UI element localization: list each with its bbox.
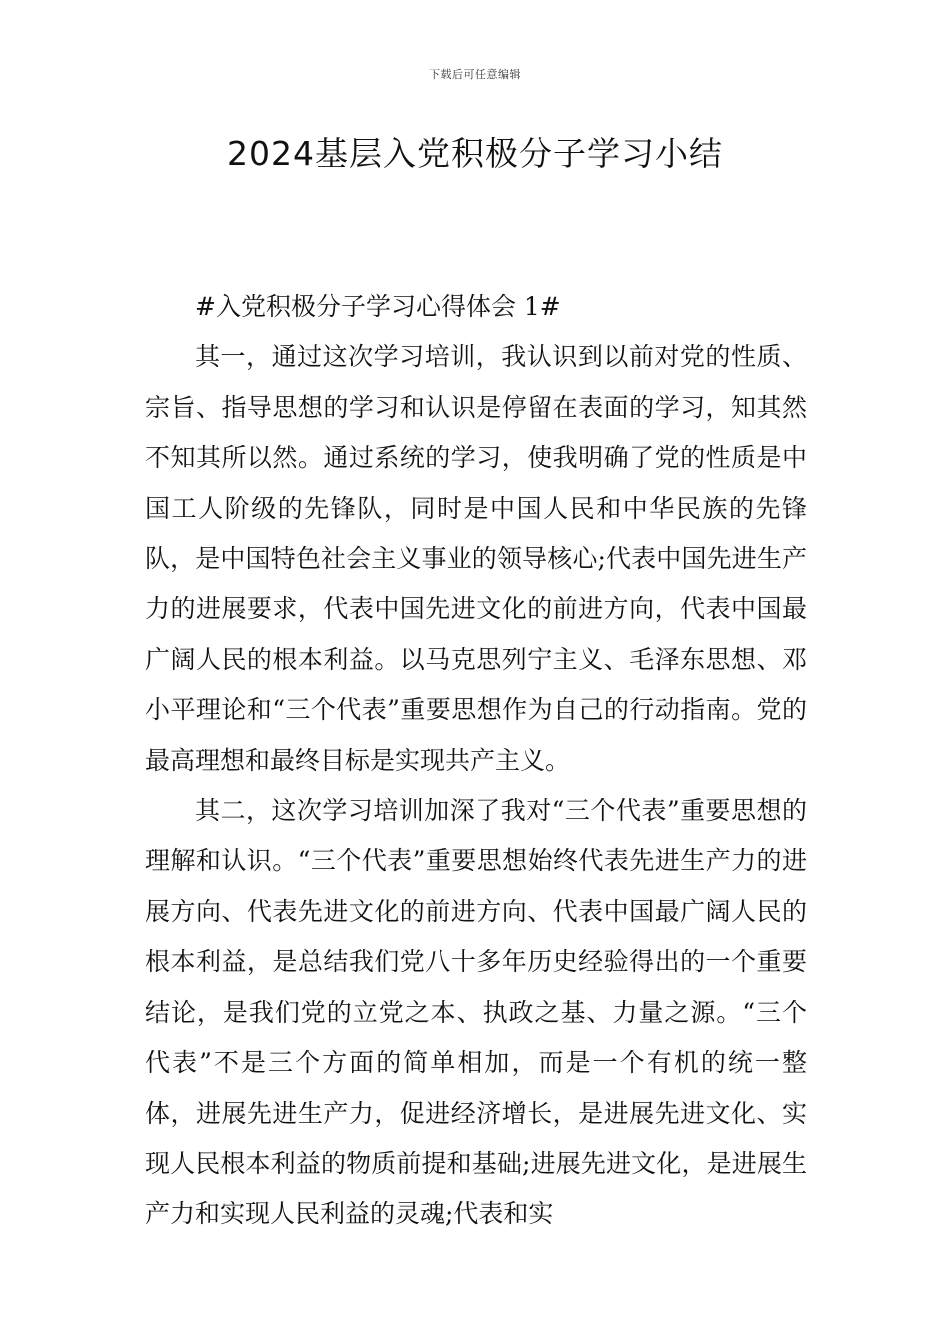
paragraph-2: 其二，这次学习培训加深了我对“三个代表”重要思想的理解和认识。“三个代表”重要思想始终代表先进生产力的进展方向、代表先进文化的前进方向、代表中国最广阔人民的根本利益，是总结我们党八十多年历史经验得出的一个重要结论，是我们党的立党之本、执政之基、力量之源。“三个代表”不是三个方面的简单相加，而是一个有机的统一整体，进展先进生产力，促进经济增长，是进展先进文化、实现人民根本利益的物质前提和基础;进展先进文化，是进展生产力和实现人民利益的灵魂;代表和实 <box>145 796 807 1229</box>
paragraph-1: 其一，通过这次学习培训，我认识到以前对党的性质、宗旨、指导思想的学习和认识是停留在表面的学习，知其然不知其所以然。通过系统的学习，使我明确了党的性质是中国工人阶级的先锋队，同时是中国人民和中华民族的先锋队，是中国特色社会主义事业的领导核心;代表中国先进生产力的进展要求，代表中国先进文化的前进方向，代表中国最广阔人民的根本利益。以马克思列宁主义、毛泽东思想、邓小平理论和“三个代表”重要思想作为自己的行动指南。党的最高理想和最终目标是实现共产主义。 <box>145 342 807 775</box>
document-body <box>145 282 807 1240</box>
document-title: 2024基层入党积极分子学习小结 <box>227 134 723 173</box>
header-note: 下载后可任意编辑 <box>429 68 521 81</box>
section-heading: #入党积极分子学习心得体会 1# <box>195 292 561 321</box>
